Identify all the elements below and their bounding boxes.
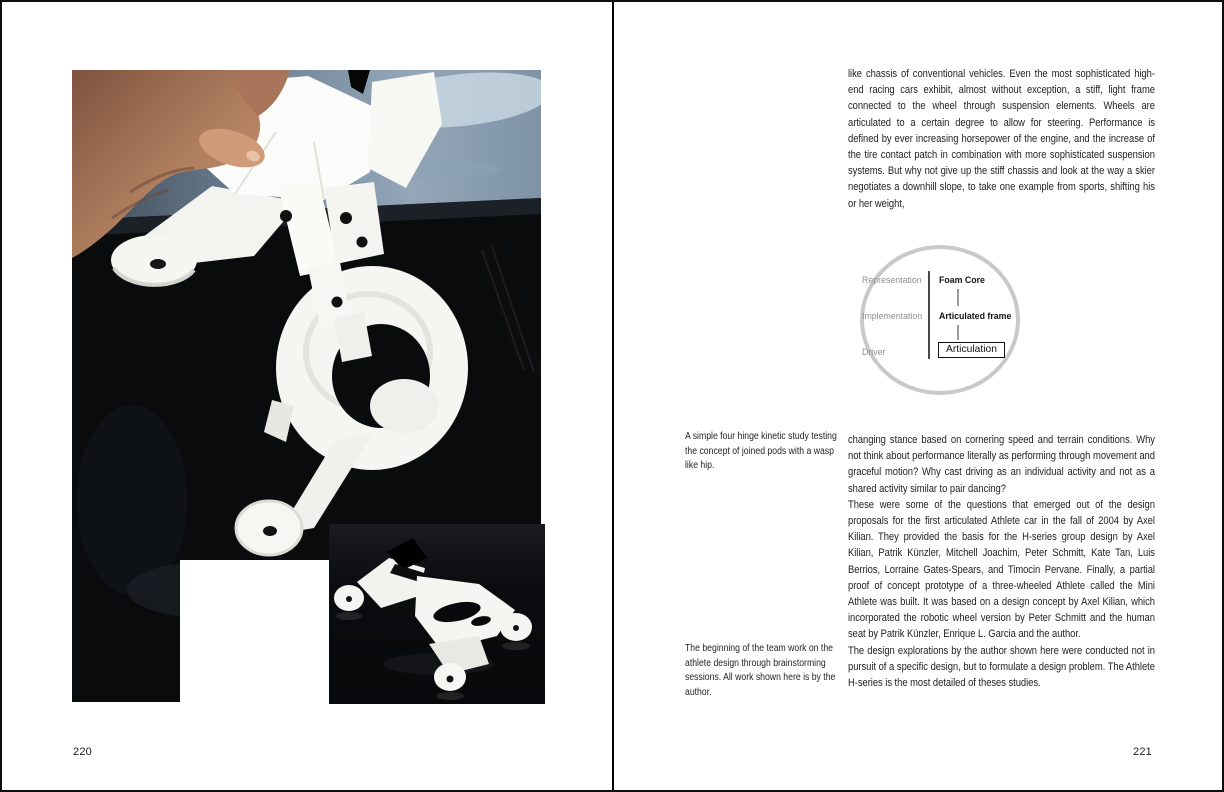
rivet [280, 210, 292, 222]
inset-right-hub [513, 625, 519, 631]
inset-bottom-hub [447, 676, 454, 683]
diagram-label-representation: Representation [862, 275, 922, 285]
page-divider-line [612, 2, 614, 792]
diagram-connector-line [957, 289, 959, 306]
rivet [340, 212, 352, 224]
diagram-connector-line [957, 325, 959, 340]
body-paragraph-3: These were some of the questions that emerged out of the design proposals for the first articulated Athlete car in the fall of 2004 by Axel Kilian. They provided the basis for the H-series group design by Axel Kilian, Patrik Künzler, Mitchell Joachim, Peter Schmitt, Kate Tan, Luis Berrios, Lorraine Gates-Spears, and Timocin Pervane. Finally, a partial proof of concept prototype of a three-wheeled Athlete called the Mini Athlete was built. It was based on a design concept by Axel Kilian, which incorporated the robotic wheel version by Peter Schmitt and the human seat by Patrik Künzler, Enrique L. Garcia and the author. [848, 498, 1155, 641]
rivet [357, 237, 368, 248]
page-number-left: 220 [73, 746, 92, 758]
diagram-box-articulation: Articulation [938, 342, 1005, 358]
wheel-reflection [502, 642, 530, 650]
photo-caption-1: A simple four hinge kinetic study testing the concept of joined pods with a wasp like hip. [685, 431, 837, 472]
body-paragraph-2: changing stance based on cornering speed and terrain conditions. Why not think about performance literally as performing through movement and graceful motion? Why cast driving as an individual activity and not as a shared activity similar to pair dancing? [848, 434, 1155, 495]
body-text-bottom [848, 432, 1155, 691]
bottom-wheel-hub [263, 526, 277, 536]
left-wheel-hub [150, 259, 166, 269]
photo-cutout-white-block [180, 560, 331, 702]
diagram-label-implementation: Implementation [862, 311, 923, 321]
inset-left-hub [346, 596, 352, 602]
wheel-reflection [436, 692, 464, 700]
body-paragraph-1: like chassis of conventional vehicles. Even the most sophisticated high-end racing cars exhibit, almost without exception, a stiff, light frame connected to the wheel through suspension elements. Wheels are articulated to a certain degree to allow for steering. Performance is defined by ever increasing horsepower of the engine, and the increase of the tire contact patch in combination with more sophisticated suspension systems. But why not give up the stiff chassis and look at the way a skier negotiates a downhill slope, to take one example from sports, shifting his or her weight, [848, 68, 1155, 210]
inset-photo-illustration [329, 524, 545, 704]
diagram-value-articulated-frame: Articulated frame [939, 311, 1012, 321]
body-text-top [848, 66, 1155, 212]
wheel-reflection [336, 612, 362, 620]
diagram-label-driver: Driver [862, 347, 886, 357]
rivet [332, 297, 343, 308]
photo-caption-2: The beginning of the team work on the athlete design through brainstorming sessions. All work shown here is by the author. [685, 643, 836, 698]
diagram-vertical-rule [928, 271, 930, 359]
page-number-right: 221 [1133, 746, 1152, 758]
inset-photo [329, 524, 545, 704]
body-paragraph-4: The design explorations by the author shown here were conducted not in pursuit of a specific design, but to formulate a design problem. The Athlete H-series is the most detailed of theses studies. [848, 644, 1155, 690]
ring-inner-disc [370, 379, 438, 433]
diagram-value-foam-core: Foam Core [939, 275, 985, 285]
